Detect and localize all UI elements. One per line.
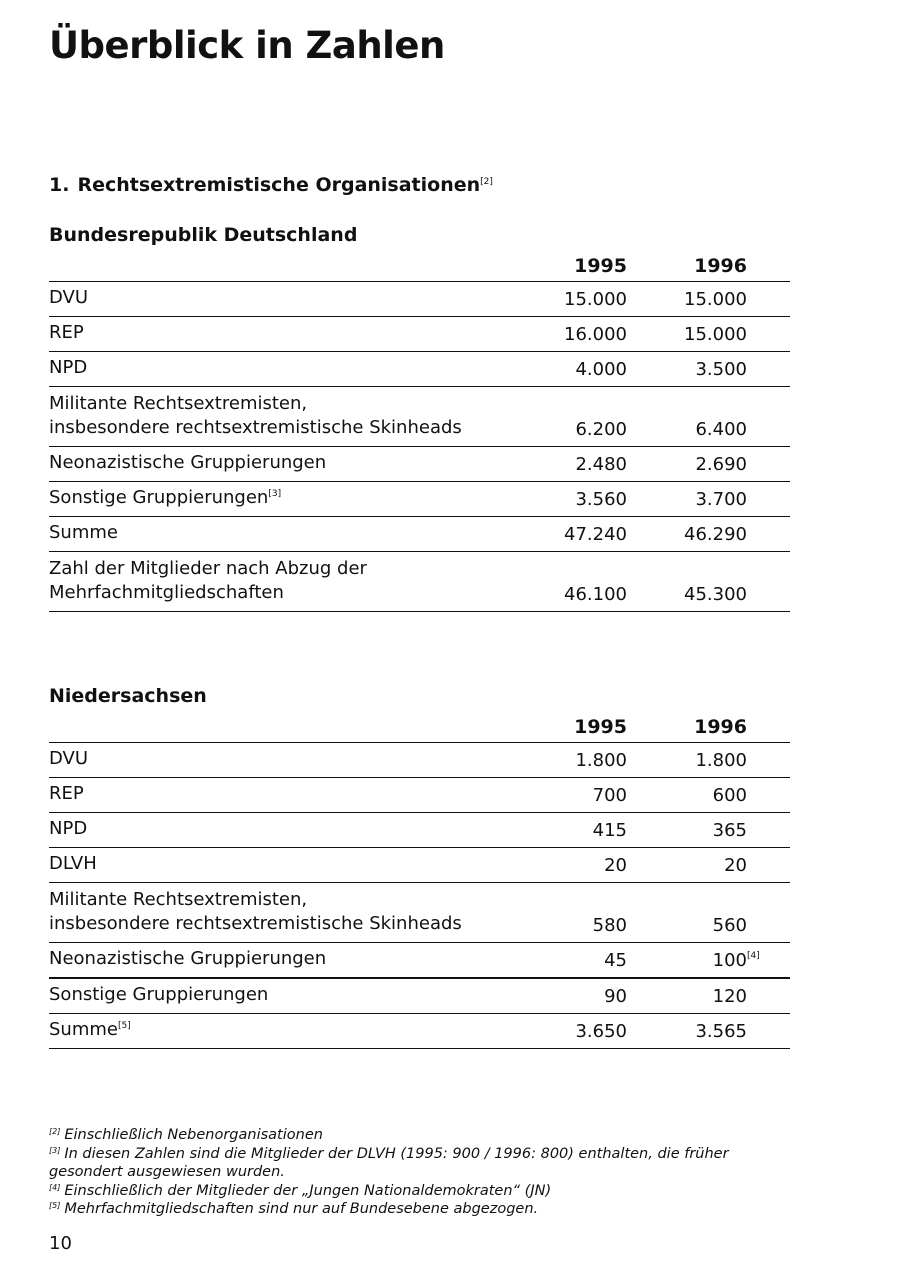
row-value-1995: 47.240 [507,517,627,552]
row-value-1995: 90 [507,978,627,1014]
row-value-1995: 580 [507,883,627,943]
table-row [49,848,790,883]
footnote-text: Mehrfachmitgliedschaften sind nur auf Bundesebene abgezogen. [64,1201,539,1217]
row-label-line: Mehrfachmitgliedschaften [49,582,284,603]
table-block-bund [49,223,790,612]
row-label-text: Summe [49,1019,118,1040]
row-value-1996: 3.565 [627,1014,790,1049]
row-label: Neonazistische Gruppierungen [49,447,507,482]
row-value-1996: 1.800 [627,743,790,778]
footnote-ref: [2] [480,177,493,187]
row-label: NPD [49,352,507,387]
row-label: DLVH [49,848,507,883]
row-label-line: insbesondere rechtsextremistische Skinheads [49,913,462,934]
footnote-text: Einschließlich Nebenorganisationen [64,1127,323,1143]
row-value-1996: 15.000 [627,317,790,352]
footnote-text: Einschließlich der Mitglieder der „Jungen Nationaldemokraten“ (JN) [64,1182,552,1199]
row-label [49,552,507,612]
footnote-marker: [2] [49,1127,61,1136]
footnotes [49,1126,790,1219]
table-row [49,317,790,352]
row-value-1995: 45 [507,943,627,979]
footnote-ref: [5] [117,1021,131,1031]
footnote-ref: [4] [747,951,760,961]
table-header-year: 1996 [627,247,790,282]
table-header-row [49,708,790,743]
table-title: Niedersachsen [49,685,207,707]
footnote-text: In diesen Zahlen sind die Mitglieder der DLVH (1995: 900 / 1996: 800) enthalten, die früher gesondert ausgewiesen wurden. [49,1145,729,1180]
row-value-1995: 15.000 [507,282,627,317]
table-header-label [49,247,507,282]
row-value-1996: 3.500 [627,352,790,387]
row-value-1995: 20 [507,848,627,883]
table-row [49,743,790,778]
section-heading [49,174,493,196]
row-label: Summe [49,517,507,552]
table-row [49,482,790,517]
row-label-text: Sonstige Gruppierungen [49,487,269,508]
table-row [49,517,790,552]
row-value-1995: 1.800 [507,743,627,778]
row-value-1996: 3.700 [627,482,790,517]
row-label: Neonazistische Gruppierungen [49,943,507,979]
table-row [49,813,790,848]
row-value-1995: 16.000 [507,317,627,352]
row-label [49,883,507,943]
row-value-1995: 46.100 [507,552,627,612]
table-header-year: 1996 [627,708,790,743]
row-value-1996: 20 [627,848,790,883]
table-title: Bundesrepublik Deutschland [49,224,358,246]
page-title: Überblick in Zahlen [49,24,445,67]
table-row [49,1014,790,1049]
table-row [49,282,790,317]
section-title: Rechtsextremistische Organisationen [77,174,481,196]
row-label: DVU [49,282,507,317]
table-row [49,352,790,387]
row-value-1995: 2.480 [507,447,627,482]
row-value-1996: 6.400 [627,387,790,447]
membership-table-bund [49,247,790,612]
table-row [49,978,790,1014]
row-value-1995: 3.650 [507,1014,627,1049]
table-row [49,552,790,612]
table-row [49,387,790,447]
row-label [49,1014,507,1049]
row-value-1996: 560 [627,883,790,943]
table-header-year: 1995 [507,247,627,282]
row-value-1995: 3.560 [507,482,627,517]
row-label [49,387,507,447]
row-value-text: 100 [712,950,747,971]
table-row [49,943,790,979]
row-label: Sonstige Gruppierungen [49,978,507,1014]
footnote [49,1126,790,1145]
row-value-1996: 15.000 [627,282,790,317]
footnote-ref: [3] [268,489,282,499]
row-label: NPD [49,813,507,848]
row-value-1995: 415 [507,813,627,848]
row-label [49,482,507,517]
row-label-line: Zahl der Mitglieder nach Abzug der [49,558,367,579]
section-number: 1. [49,174,70,196]
footnote [49,1200,790,1219]
row-value-1996: 45.300 [627,552,790,612]
row-label: REP [49,778,507,813]
footnote-marker: [3] [49,1145,61,1155]
table-header-label [49,708,507,743]
row-label-line: insbesondere rechtsextremistische Skinheads [49,417,462,438]
table-block-nds [49,684,790,1049]
row-value-1996: 600 [627,778,790,813]
table-row [49,778,790,813]
row-label: DVU [49,743,507,778]
membership-table-nds [49,708,790,1049]
footnote [49,1182,790,1201]
row-value-1996: 2.690 [627,447,790,482]
row-value-1995: 4.000 [507,352,627,387]
row-value-1996: 120 [627,978,790,1014]
page-number: 10 [49,1233,72,1254]
footnote-marker: [4] [49,1182,61,1192]
table-header-year: 1995 [507,708,627,743]
table-row [49,447,790,482]
row-value-1996: 365 [627,813,790,848]
row-value-1995: 6.200 [507,387,627,447]
row-label-line: Militante Rechtsextremisten, [49,889,308,910]
table-row [49,883,790,943]
value-with-footnote [712,950,760,971]
table-header-row [49,247,790,282]
row-label: REP [49,317,507,352]
row-value-1996 [627,943,790,979]
row-label-line: Militante Rechtsextremisten, [49,393,308,414]
row-value-1995: 700 [507,778,627,813]
row-value-1996: 46.290 [627,517,790,552]
footnote [49,1145,790,1182]
footnote-marker: [5] [49,1201,61,1210]
